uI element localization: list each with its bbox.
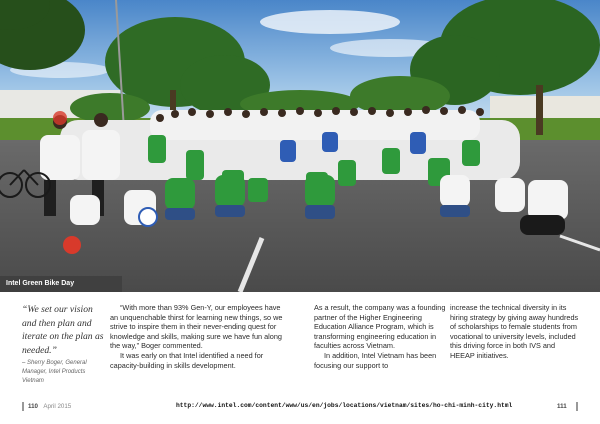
photo-caption-bar — [0, 276, 122, 292]
body-column-1 — [110, 303, 290, 370]
footer-left — [28, 403, 71, 410]
issue-date: April 2015 — [43, 403, 72, 410]
building — [490, 96, 600, 118]
photo-caption: Intel Green Bike Day — [6, 280, 75, 287]
pull-quote: “We set our vision and then plan and iterate on the plan as needed.” — [22, 304, 104, 356]
source-url-link[interactable]: http://www.intel.com/content/www/us/en/jobs/locations/vietnam/sites/ho-chi-minh-city.html — [176, 402, 513, 409]
pull-quote-attribution: – Sherry Boger, General Manager, Intel Products Vietnam — [22, 360, 87, 384]
paragraph: As a result, the company was a founding partner of the Higher Engineering Education Alliance Program, which is transforming engineering education in faculties across Vietnam. — [314, 303, 446, 351]
page-number-left: 110 — [28, 403, 38, 410]
page-number-right: 111 — [557, 403, 567, 410]
footer-divider — [22, 402, 24, 411]
paragraph: “With more than 93% Gen-Y, our employees have an unquenchable thirst for learning new things, so we strive to inspire them in their never-ending quest for knowledge and skills, making sure we have fun along the way,” Boger commented. — [110, 303, 283, 351]
cloud — [260, 10, 400, 34]
paragraph: It was early on that Intel identified a need for capacity-building in skills development. — [110, 350, 264, 370]
paragraph: In addition, Intel Vietnam has been focusing our support to — [314, 350, 437, 370]
body-column-2 — [314, 303, 446, 370]
footer-divider — [576, 402, 578, 411]
body-column-3 — [450, 303, 580, 361]
paragraph: increase the technical diversity in its hiring strategy by giving away hundreds of scholarships to female students from vocational to university levels, included this driving force in both IVS and HEEAP initiatives. — [450, 303, 579, 360]
